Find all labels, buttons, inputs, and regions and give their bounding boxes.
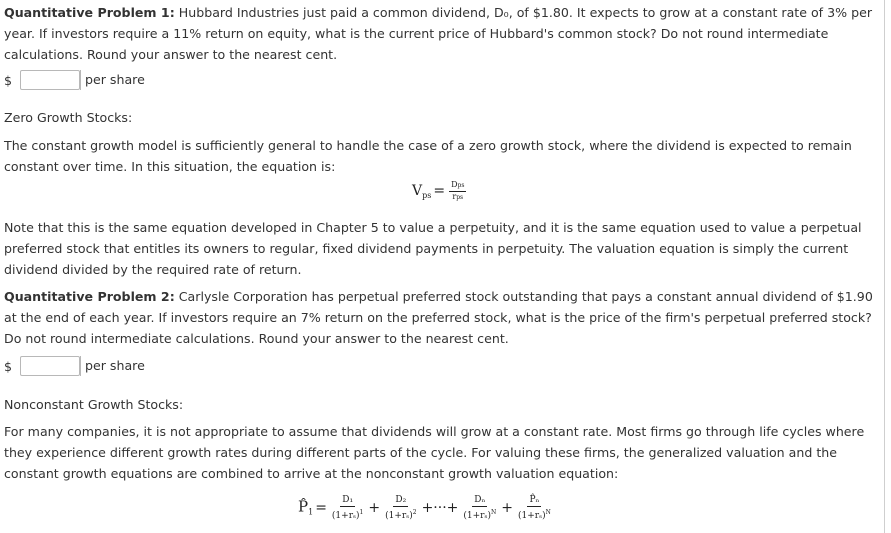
problem2-label: Quantitative Problem 2: bbox=[4, 289, 175, 304]
eq2-plus-2: + bbox=[501, 499, 513, 516]
eq2-term2-exp: 2 bbox=[412, 509, 417, 516]
problem1-unit: per share bbox=[80, 70, 145, 90]
eq1-numerator-sub: ps bbox=[457, 182, 465, 189]
eq2-lhs-sub: 1 bbox=[308, 507, 314, 517]
eq2-term2 bbox=[384, 494, 417, 522]
eq1-numerator: D bbox=[451, 180, 458, 189]
eq2-termN bbox=[462, 494, 497, 522]
problem1-label: Quantitative Problem 1: bbox=[4, 5, 175, 20]
eq2-termN-den: (1+rₛ) bbox=[463, 511, 491, 521]
eq2-termN-exp: N bbox=[491, 509, 497, 516]
zero-growth-intro: The constant growth model is sufficiently general to handle the case of a zero growth stock, where the dividend is expected to remain constant over time. In this situation, the equation is: bbox=[4, 138, 852, 174]
eq1-equals: = bbox=[433, 183, 446, 199]
nonconstant-heading: Nonconstant Growth Stocks: bbox=[4, 397, 184, 412]
eq2-term1 bbox=[331, 494, 364, 522]
eq2-term2-den: (1+rₛ) bbox=[385, 511, 413, 521]
problem2-currency: $ bbox=[4, 358, 13, 374]
eq2-term1-exp: 1 bbox=[359, 509, 364, 516]
eq1-fraction bbox=[449, 180, 466, 203]
eq2-term1-den: (1+rₛ) bbox=[331, 511, 360, 521]
nonconstant-intro: For many companies, it is not appropriate to assume that dividends will grow at a constant rate. Most firms go through life cycles where they experience different growth rates during different parts of the cycle. For valuing these firms, the generalized valuation and the constant growth equations are combined to arrive at the nonconstant growth valuation equation: bbox=[4, 424, 865, 481]
problem1-answer-row bbox=[4, 68, 145, 92]
eq2-equals: = bbox=[315, 499, 327, 516]
problem1-currency: $ bbox=[4, 72, 13, 88]
eq2-term1-num: D₁ bbox=[342, 495, 354, 505]
eq2-termP bbox=[517, 494, 552, 522]
eq2-termN-num: Dₙ bbox=[474, 495, 486, 505]
eq2-plus-1: + bbox=[368, 499, 381, 516]
eq2-termP-exp: N bbox=[545, 509, 551, 516]
problem1-answer-input[interactable] bbox=[20, 70, 80, 90]
nonconstant-equation bbox=[298, 494, 554, 522]
problem2-text: Carlysle Corporation has perpetual preferred stock outstanding that pays a constant annual dividend of $1.90 at the end of each year. If investors require an 7% return on the preferred stock, what is the price of the firm's perpetual preferred stock? Do not round intermediate calculations. Round your answer to the nearest cent. bbox=[4, 289, 873, 346]
zero-growth-note: Note that this is the same equation developed in Chapter 5 to value a perpetuity, and it is the same equation used to value a perpetual preferred stock that entitles its owners to regular, fixed dividend payments in perpetuity. The valuation equation is simply the current dividend divided by the required rate of return. bbox=[4, 220, 862, 277]
eq1-lhs-sub: ps bbox=[422, 191, 432, 200]
problem2-answer-input[interactable] bbox=[20, 356, 80, 376]
eq2-lhs: P̂ bbox=[298, 497, 309, 516]
problem2-paragraph bbox=[4, 286, 884, 349]
eq2-term2-num: D₂ bbox=[395, 495, 407, 505]
problem2-unit: per share bbox=[80, 356, 145, 376]
eq1-lhs: V bbox=[412, 183, 423, 199]
eq2-dots: +···+ bbox=[421, 499, 459, 516]
problem1-paragraph bbox=[4, 2, 884, 65]
zero-growth-equation bbox=[412, 180, 468, 203]
problem2-answer-row bbox=[4, 354, 145, 378]
zero-growth-heading: Zero Growth Stocks: bbox=[4, 110, 133, 125]
eq2-termP-den: (1+rₛ) bbox=[517, 511, 546, 521]
eq2-termP-num: P̂ₙ bbox=[529, 495, 540, 505]
eq1-denominator-sub: ps bbox=[456, 194, 464, 201]
eq1-denominator: r bbox=[452, 192, 457, 201]
problem1-text: Hubbard Industries just paid a common dividend, D₀, of $1.80. It expects to grow at a constant rate of 3% per year. If investors require a 11% return on equity, what is the current price of Hubbard's common stock? Do not round intermediate calculations. Round your answer to the nearest cent. bbox=[4, 5, 873, 62]
